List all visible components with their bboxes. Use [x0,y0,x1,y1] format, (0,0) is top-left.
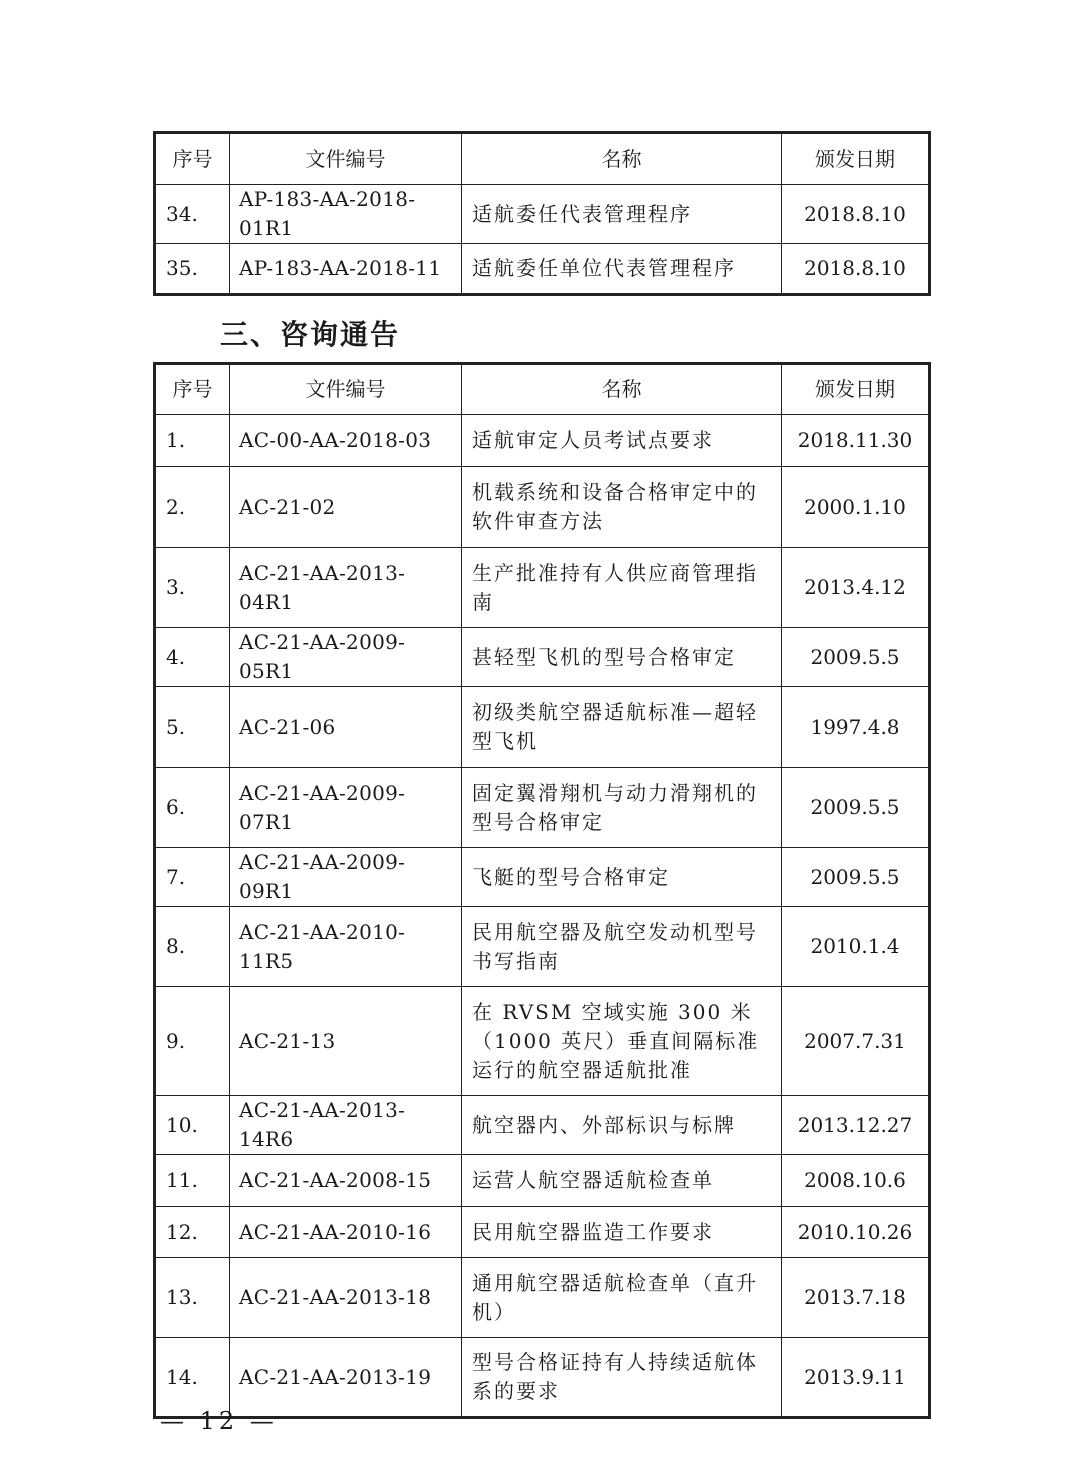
row-name: 生产批准持有人供应商管理指南 [462,548,782,628]
table-row [155,1258,930,1338]
row-date: 2018.8.10 [782,185,930,244]
row-code: AC-21-AA-2010-16 [230,1207,462,1258]
header-date: 颁发日期 [782,364,930,415]
row-code: AC-21-AA-2013-04R1 [230,548,462,628]
row-code: AP-183-AA-2018-01R1 [230,185,462,244]
row-num: 3. [155,548,230,628]
row-num: 12. [155,1207,230,1258]
table-header-row [155,133,930,185]
row-code: AC-21-AA-2013-18 [230,1258,462,1338]
header-name: 名称 [462,364,782,415]
table-row [155,415,930,467]
table-row [155,467,930,548]
row-code: AC-21-02 [230,467,462,548]
row-date: 2013.4.12 [782,548,930,628]
row-num: 1. [155,415,230,467]
row-date: 2009.5.5 [782,848,930,907]
row-code: AP-183-AA-2018-11 [230,244,462,295]
row-name: 运营人航空器适航检查单 [462,1155,782,1207]
header-num: 序号 [155,364,230,415]
table-row [155,1096,930,1155]
row-date: 2008.10.6 [782,1155,930,1207]
header-name: 名称 [462,133,782,185]
row-num: 14. [155,1338,230,1418]
row-num: 10. [155,1096,230,1155]
row-code: AC-00-AA-2018-03 [230,415,462,467]
row-code: AC-21-AA-2010-11R5 [230,907,462,987]
row-date: 2013.9.11 [782,1338,930,1418]
row-num: 5. [155,687,230,768]
row-date: 2009.5.5 [782,628,930,687]
row-num: 35. [155,244,230,295]
row-num: 34. [155,185,230,244]
row-date: 2018.8.10 [782,244,930,295]
row-code: AC-21-AA-2008-15 [230,1155,462,1207]
row-num: 7. [155,848,230,907]
row-num: 6. [155,768,230,848]
header-date: 颁发日期 [782,133,930,185]
row-code: AC-21-AA-2009-05R1 [230,628,462,687]
row-code: AC-21-13 [230,987,462,1096]
table-row [155,1207,930,1258]
table-row [155,687,930,768]
row-code: AC-21-AA-2013-19 [230,1338,462,1418]
advisory-circulars-table [153,362,931,1419]
row-num: 11. [155,1155,230,1207]
table-row [155,185,930,244]
table-header-row [155,364,930,415]
row-name: 固定翼滑翔机与动力滑翔机的型号合格审定 [462,768,782,848]
row-num: 2. [155,467,230,548]
row-name: 在 RVSM 空域实施 300 米（1000 英尺）垂直间隔标准运行的航空器适航批准 [462,987,782,1096]
header-code: 文件编号 [230,133,462,185]
row-name: 甚轻型飞机的型号合格审定 [462,628,782,687]
table-row [155,848,930,907]
row-date: 2000.1.10 [782,467,930,548]
page-number: — 12 — [160,1407,278,1435]
section-title: 三、咨询通告 [220,318,401,351]
row-code: AC-21-AA-2009-07R1 [230,768,462,848]
row-num: 9. [155,987,230,1096]
row-name: 初级类航空器适航标准—超轻型飞机 [462,687,782,768]
row-date: 1997.4.8 [782,687,930,768]
table-row [155,244,930,295]
row-name: 适航审定人员考试点要求 [462,415,782,467]
row-num: 8. [155,907,230,987]
row-date: 2013.12.27 [782,1096,930,1155]
row-name: 民用航空器监造工作要求 [462,1207,782,1258]
row-num: 13. [155,1258,230,1338]
row-name: 航空器内、外部标识与标牌 [462,1096,782,1155]
row-name: 通用航空器适航检查单（直升机） [462,1258,782,1338]
row-name: 民用航空器及航空发动机型号书写指南 [462,907,782,987]
table-row [155,987,930,1096]
row-date: 2010.10.26 [782,1207,930,1258]
row-num: 4. [155,628,230,687]
table-row [155,768,930,848]
table-row [155,628,930,687]
table-row [155,1155,930,1207]
row-name: 适航委任代表管理程序 [462,185,782,244]
row-code: AC-21-06 [230,687,462,768]
row-date: 2010.1.4 [782,907,930,987]
row-code: AC-21-AA-2009-09R1 [230,848,462,907]
row-name: 型号合格证持有人持续适航体系的要求 [462,1338,782,1418]
row-date: 2007.7.31 [782,987,930,1096]
row-name: 机载系统和设备合格审定中的软件审查方法 [462,467,782,548]
row-date: 2009.5.5 [782,768,930,848]
table-row [155,907,930,987]
row-date: 2013.7.18 [782,1258,930,1338]
row-name: 适航委任单位代表管理程序 [462,244,782,295]
row-date: 2018.11.30 [782,415,930,467]
table-row [155,1338,930,1418]
header-code: 文件编号 [230,364,462,415]
header-num: 序号 [155,133,230,185]
airworthiness-procedures-table [153,131,931,296]
row-name: 飞艇的型号合格审定 [462,848,782,907]
table-row [155,548,930,628]
row-code: AC-21-AA-2013-14R6 [230,1096,462,1155]
